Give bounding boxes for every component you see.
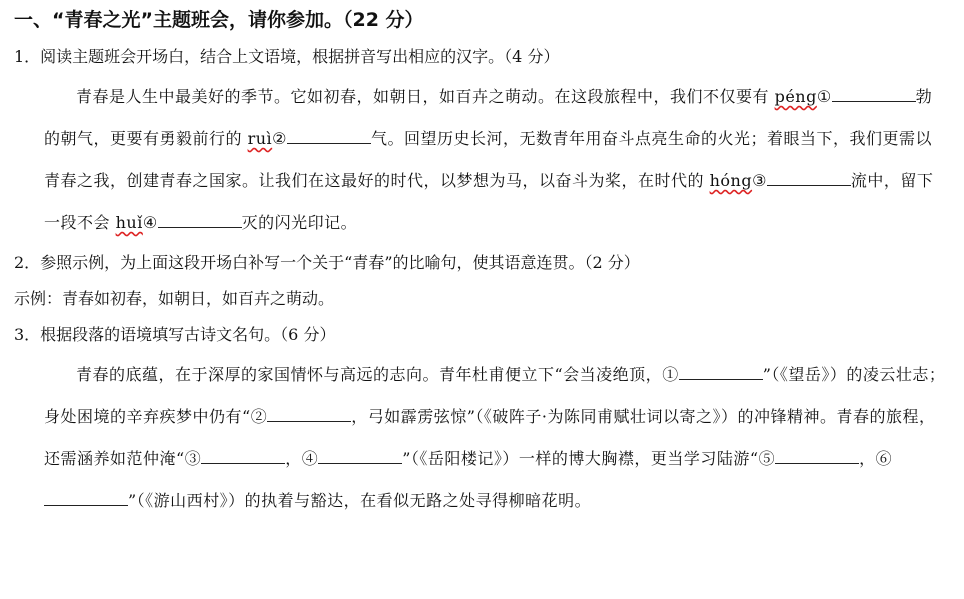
answer-blank-1[interactable] [832, 87, 916, 102]
passage-text: ”（《岳阳楼记》）一样的博大胸襟，更当学习陆游“ [402, 449, 759, 468]
answer-blank-3[interactable] [767, 171, 851, 186]
poem-blank-6[interactable] [44, 491, 128, 506]
passage-text: 气。回望历史长河，无数青年用奋斗点亮生命的火光；着眼当下，我们更需以青春之我，创建青春之国家。让我们在这最好的时代，以梦想为马，以奋斗为桨，在时代的 [44, 129, 933, 190]
poem-blank-5[interactable] [775, 449, 859, 464]
blank-number-5: ⑤ [758, 449, 776, 468]
blank-number-4: ④ [301, 449, 319, 468]
poem-blank-3[interactable] [201, 449, 285, 464]
passage-text: ， [285, 449, 302, 468]
question-1-passage [44, 76, 948, 244]
passage-text: 灭的闪光印记。 [241, 213, 358, 232]
passage-text: 青春是人生中最美好的季节。它如初春，如朝日，如百卉之萌动。在这段旅程中，我们不仅要有 [76, 87, 775, 106]
passage-text: 勃的朝气，更要有勇毅前行的 [44, 87, 933, 148]
passage-text: ，弓如霹雳弦惊”（《破阵子·为陈同甫赋壮词以寄之》）的冲锋精神。青春的旅程，还需涵养如范仲淹“ [44, 407, 936, 468]
blank-number-1: ① [662, 365, 679, 384]
poem-blank-4[interactable] [318, 449, 402, 464]
answer-blank-2[interactable] [287, 129, 371, 144]
question-2-prompt: 2．参照示例，为上面这段开场白补写一个关于“青春”的比喻句，使其语意连贯。（2 分） [14, 253, 640, 272]
answer-blank-4[interactable] [158, 213, 242, 228]
question-3-passage [44, 354, 948, 522]
blank-number-3: ③ [752, 171, 767, 190]
poem-blank-1[interactable] [679, 365, 763, 380]
blank-number-4: ④ [142, 213, 158, 232]
pinyin-hui: huǐ [115, 213, 143, 232]
pinyin-rui: ruì [247, 129, 273, 148]
poem-blank-2[interactable] [267, 407, 351, 422]
section-title: 一、“青春之光”主题班会，请你参加。（22 分） [14, 9, 424, 31]
passage-text: ， [859, 449, 876, 468]
blank-number-2: ② [250, 407, 268, 426]
blank-number-6: ⑥ [875, 449, 893, 468]
question-3-prompt: 3．根据段落的语境填写古诗文名句。（6 分） [14, 325, 336, 344]
passage-text: ”（《游山西村》）的执着与豁达，在看似无路之处寻得柳暗花明。 [128, 491, 592, 510]
blank-number-1: ① [816, 87, 832, 106]
blank-number-2: ② [272, 129, 288, 148]
passage-text: ”（《望岳》）的凌云壮志；身处困境的辛弃疾梦中仍有“ [44, 365, 946, 426]
question-1-prompt: 1．阅读主题班会开场白，结合上文语境，根据拼音写出相应的汉字。（4 分） [14, 47, 560, 66]
passage-text: 青春的底蕴，在于深厚的家国情怀与高远的志向。青年杜甫便立下“会当凌绝顶， [76, 365, 663, 384]
passage-text: 流中，留下一段不会 [44, 171, 934, 232]
pinyin-hong: hóng [709, 171, 753, 190]
question-2-example: 示例：青春如初春，如朝日，如百卉之萌动。 [14, 289, 335, 308]
blank-number-3: ③ [184, 449, 202, 468]
pinyin-peng: péng [774, 87, 817, 106]
